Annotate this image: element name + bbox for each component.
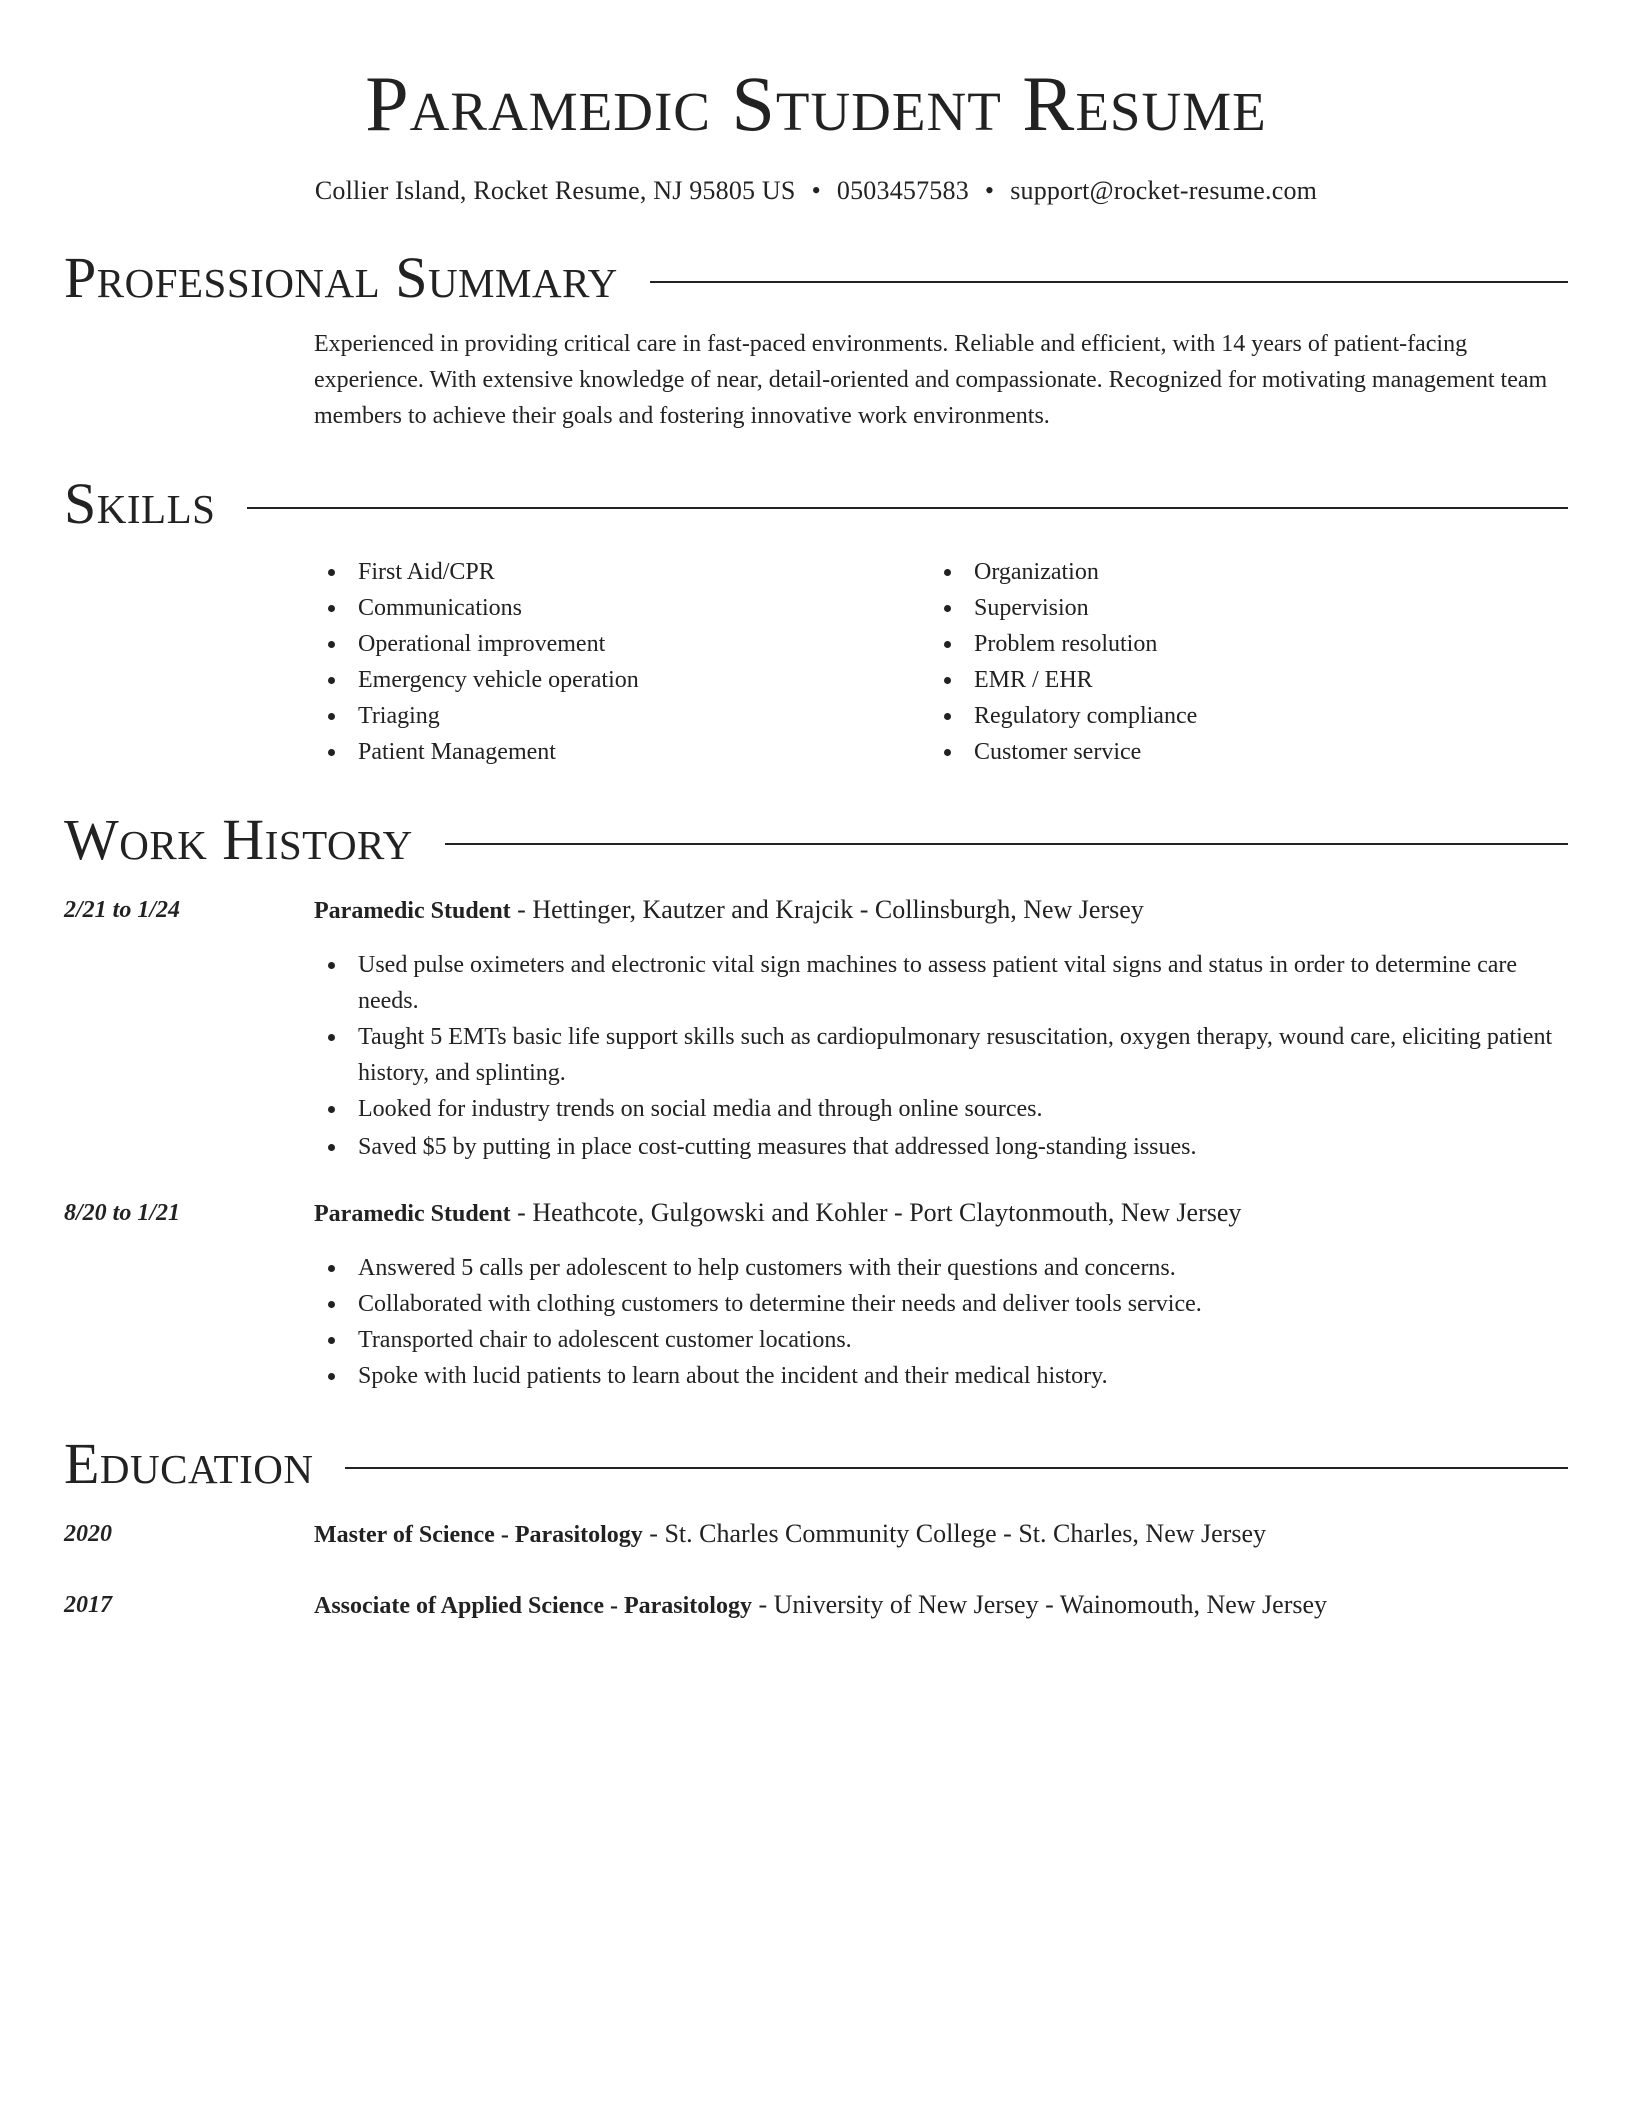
education-year: 2017 [64,1592,112,1618]
resume-title: Paramedic Student Resume [365,60,1267,147]
school: - St. Charles Community College - St. Charles, New Jersey [642,1519,1266,1548]
address: Collier Island, Rocket Resume, NJ 95805 US [314,176,796,205]
skill-item: EMR / EHR [930,662,1546,698]
job-dates: 8/20 to 1/21 [64,1200,181,1226]
skills-column-left [314,554,930,770]
skill-item: Patient Management [314,734,930,770]
education-heading-line [314,1516,1568,1553]
education-entry [64,1587,1568,1624]
section-divider [247,507,1568,509]
job-bullet: Used pulse oximeters and electronic vital sign machines to assess patient vital signs and status in order to determine care needs. [314,947,1568,1019]
skill-item: Emergency vehicle operation [314,662,930,698]
skills-heading: Skills [64,471,216,536]
summary-section-header [64,246,1568,310]
education-heading-line [314,1587,1568,1624]
job-heading [314,892,1568,929]
school: - University of New Jersey - Wainomouth, New Jersey [751,1590,1328,1619]
skill-item: First Aid/CPR [314,554,930,590]
section-divider [445,843,1568,845]
work-heading: Work History [64,807,413,872]
job-bullets [314,947,1568,1165]
section-divider [345,1467,1568,1469]
job-bullet: Spoke with lucid patients to learn about the incident and their medical history. [314,1358,1568,1394]
education-entry [64,1516,1568,1553]
job-bullet: Saved $5 by putting in place cost-cutting measures that addressed long-standing issues. [314,1129,1568,1165]
skill-item: Problem resolution [930,626,1546,662]
education-year: 2020 [64,1521,112,1547]
skill-item: Triaging [314,698,930,734]
job-bullets [314,1250,1568,1394]
skills-section-header [64,472,1568,536]
job-heading [314,1195,1568,1232]
phone: 0503457583 [836,176,969,205]
job-title: Paramedic Student [314,1201,511,1227]
bullet-separator: • [984,176,995,205]
work-section-header [64,808,1568,872]
email: support@rocket-resume.com [1010,176,1318,205]
job-dates: 2/21 to 1/24 [64,897,181,923]
job-bullet: Answered 5 calls per adolescent to help customers with their questions and concerns. [314,1250,1568,1286]
skill-item: Regulatory compliance [930,698,1546,734]
summary-heading: Professional Summary [64,245,618,310]
education-section-header [64,1432,1568,1496]
job-entry [64,1195,1568,1394]
summary-text: Experienced in providing critical care in fast-paced environments. Reliable and efficient, with 14 years of patient-facing experience. With extensive knowledge of near, detail-oriented and compassionate. Recognized for motivating management team members to achieve their goals and fostering innovative work environments. [314,331,1548,429]
skill-item: Supervision [930,590,1546,626]
skill-item: Organization [930,554,1546,590]
job-bullet: Looked for industry trends on social media and through online sources. [314,1091,1568,1127]
job-bullet: Transported chair to adolescent customer locations. [314,1322,1568,1358]
job-bullet: Taught 5 EMTs basic life support skills such as cardiopulmonary resuscitation, oxygen therapy, wound care, eliciting patient history, and splinting. [314,1019,1568,1091]
job-employer: - Hettinger, Kautzer and Krajcik - Collinsburgh, New Jersey [510,895,1144,924]
job-bullet: Collaborated with clothing customers to determine their needs and deliver tools service. [314,1286,1568,1322]
skill-item: Communications [314,590,930,626]
job-content [314,892,1568,1165]
job-title: Paramedic Student [314,898,511,924]
contact-line [64,174,1568,208]
degree: Associate of Applied Science - Parasitology [314,1593,752,1619]
skill-item: Customer service [930,734,1546,770]
job-entry [64,892,1568,1165]
degree: Master of Science - Parasitology [314,1522,643,1548]
job-content [314,1195,1568,1394]
section-divider [650,281,1568,283]
job-employer: - Heathcote, Gulgowski and Kohler - Port Claytonmouth, New Jersey [510,1198,1242,1227]
bullet-separator: • [811,176,821,205]
skills-list [314,554,1568,770]
education-heading: Education [64,1431,314,1496]
skill-item: Operational improvement [314,626,930,662]
skills-column-right [930,554,1546,770]
